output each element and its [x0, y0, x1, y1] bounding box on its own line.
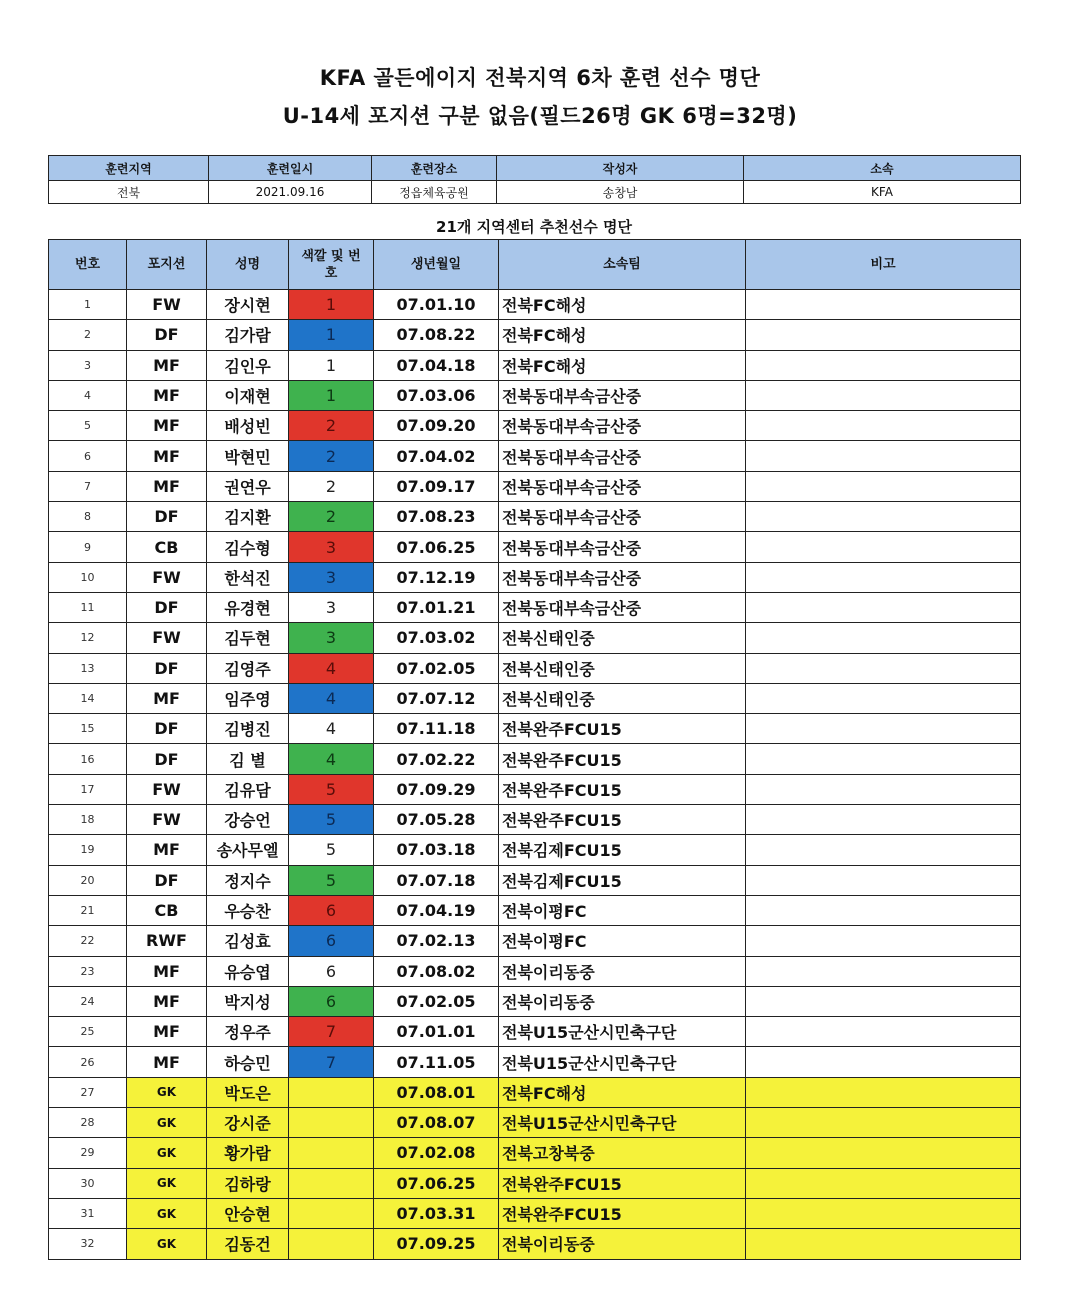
player-team: 전북U15군산시민축구단: [499, 1017, 746, 1047]
player-team: 전북동대부속금산중: [499, 532, 746, 562]
player-team: 전북이평FC: [499, 926, 746, 956]
player-birthdate: 07.01.10: [374, 290, 499, 320]
player-number: 20: [49, 865, 127, 895]
player-bib: 1: [289, 290, 374, 320]
player-note: [746, 986, 1021, 1016]
player-birthdate: 07.03.02: [374, 623, 499, 653]
player-number: 32: [49, 1229, 127, 1259]
player-note: [746, 592, 1021, 622]
player-name: 배성빈: [207, 411, 289, 441]
player-number: 30: [49, 1168, 127, 1198]
player-name: 김동건: [207, 1229, 289, 1259]
player-number: 31: [49, 1198, 127, 1228]
player-name: 강승언: [207, 805, 289, 835]
table-row: [49, 532, 1021, 562]
player-note: [746, 774, 1021, 804]
player-position: DF: [127, 320, 207, 350]
table-row: [49, 865, 1021, 895]
table-row: [49, 380, 1021, 410]
player-team: 전북완주FCU15: [499, 714, 746, 744]
player-number: 17: [49, 774, 127, 804]
player-position: GK: [127, 1077, 207, 1107]
table-row: [49, 1077, 1021, 1107]
player-note: [746, 471, 1021, 501]
document-title: KFA 골든에이지 전북지역 6차 훈련 선수 명단: [319, 66, 761, 90]
table-row: [49, 1108, 1021, 1138]
player-position: GK: [127, 1138, 207, 1168]
player-bib: 6: [289, 895, 374, 925]
player-number: 28: [49, 1108, 127, 1138]
player-note: [746, 956, 1021, 986]
table-row: [49, 441, 1021, 471]
player-bib: 1: [289, 380, 374, 410]
player-birthdate: 07.03.31: [374, 1198, 499, 1228]
document-subtitle: U-14세 포지션 구분 없음(필드26명 GK 6명=32명): [282, 104, 798, 128]
player-bib: 3: [289, 623, 374, 653]
player-note: [746, 562, 1021, 592]
player-position: MF: [127, 986, 207, 1016]
player-number: 15: [49, 714, 127, 744]
player-birthdate: 07.03.06: [374, 380, 499, 410]
player-note: [746, 714, 1021, 744]
column-header-number: 번호: [49, 240, 127, 290]
column-header-name: 성명: [207, 240, 289, 290]
player-name: 박현민: [207, 441, 289, 471]
player-bib: 5: [289, 865, 374, 895]
player-note: [746, 683, 1021, 713]
player-position: MF: [127, 956, 207, 986]
player-note: [746, 441, 1021, 471]
player-team: 전북완주FCU15: [499, 774, 746, 804]
player-name: 박지성: [207, 986, 289, 1016]
player-name: 우승찬: [207, 895, 289, 925]
player-birthdate: 07.08.07: [374, 1108, 499, 1138]
player-team: 전북FC해성: [499, 320, 746, 350]
table-row: [49, 1017, 1021, 1047]
player-position: FW: [127, 562, 207, 592]
table-row: [49, 805, 1021, 835]
player-bib: 2: [289, 471, 374, 501]
player-name: 정지수: [207, 865, 289, 895]
player-note: [746, 380, 1021, 410]
player-number: 12: [49, 623, 127, 653]
table-row: [49, 592, 1021, 622]
player-bib: 3: [289, 532, 374, 562]
column-header-note: 비고: [746, 240, 1021, 290]
table-row: [49, 714, 1021, 744]
player-number: 29: [49, 1138, 127, 1168]
player-name: 권연우: [207, 471, 289, 501]
player-note: [746, 895, 1021, 925]
table-row: [49, 1229, 1021, 1259]
player-number: 16: [49, 744, 127, 774]
player-name: 안승현: [207, 1198, 289, 1228]
table-row: [49, 683, 1021, 713]
player-birthdate: 07.07.12: [374, 683, 499, 713]
player-birthdate: 07.08.01: [374, 1077, 499, 1107]
player-birthdate: 07.03.18: [374, 835, 499, 865]
player-team: 전북동대부속금산중: [499, 380, 746, 410]
player-position: DF: [127, 502, 207, 532]
player-position: DF: [127, 744, 207, 774]
player-name: 김두현: [207, 623, 289, 653]
player-note: [746, 805, 1021, 835]
player-name: 이재현: [207, 380, 289, 410]
player-number: 9: [49, 532, 127, 562]
table-row: [49, 956, 1021, 986]
player-position: CB: [127, 895, 207, 925]
player-note: [746, 1047, 1021, 1077]
player-birthdate: 07.09.29: [374, 774, 499, 804]
table-row: [49, 835, 1021, 865]
player-name: 정우주: [207, 1017, 289, 1047]
player-name: 김하랑: [207, 1168, 289, 1198]
player-note: [746, 865, 1021, 895]
player-note: [746, 835, 1021, 865]
player-bib: [289, 1198, 374, 1228]
player-number: 19: [49, 835, 127, 865]
player-birthdate: 07.04.18: [374, 350, 499, 380]
player-team: 전북완주FCU15: [499, 744, 746, 774]
player-note: [746, 623, 1021, 653]
header-training-venue: 훈련장소: [372, 156, 497, 181]
player-bib: [289, 1108, 374, 1138]
player-bib: 6: [289, 926, 374, 956]
player-note: [746, 653, 1021, 683]
player-team: 전북동대부속금산중: [499, 411, 746, 441]
table-row: [49, 653, 1021, 683]
player-team: 전북신태인중: [499, 623, 746, 653]
player-bib: 2: [289, 411, 374, 441]
player-birthdate: 07.06.25: [374, 532, 499, 562]
column-header-team: 소속팀: [499, 240, 746, 290]
player-position: MF: [127, 683, 207, 713]
player-name: 하승민: [207, 1047, 289, 1077]
player-number: 11: [49, 592, 127, 622]
player-number: 27: [49, 1077, 127, 1107]
player-bib: [289, 1077, 374, 1107]
player-position: GK: [127, 1229, 207, 1259]
player-note: [746, 1168, 1021, 1198]
player-birthdate: 07.02.05: [374, 653, 499, 683]
player-team: 전북동대부속금산중: [499, 562, 746, 592]
player-team: 전북완주FCU15: [499, 805, 746, 835]
table-row: [49, 1168, 1021, 1198]
training-venue-value: 정읍체육공원: [372, 181, 497, 204]
player-team: 전북이리동중: [499, 986, 746, 1016]
table-row: [49, 471, 1021, 501]
player-bib: 5: [289, 805, 374, 835]
player-birthdate: 07.02.05: [374, 986, 499, 1016]
player-birthdate: 07.02.13: [374, 926, 499, 956]
player-position: GK: [127, 1108, 207, 1138]
player-position: MF: [127, 1017, 207, 1047]
column-header-position: 포지션: [127, 240, 207, 290]
table-row: [49, 290, 1021, 320]
player-number: 22: [49, 926, 127, 956]
column-header-bib: [289, 240, 374, 290]
player-bib: 2: [289, 502, 374, 532]
player-number: 2: [49, 320, 127, 350]
player-number: 14: [49, 683, 127, 713]
player-name: 김병진: [207, 714, 289, 744]
player-name: 김인우: [207, 350, 289, 380]
player-birthdate: 07.08.02: [374, 956, 499, 986]
training-info-table: [48, 155, 1021, 204]
player-bib: 5: [289, 835, 374, 865]
player-position: MF: [127, 380, 207, 410]
player-bib: 2: [289, 441, 374, 471]
player-roster-table: [48, 239, 1021, 1260]
player-name: 김지환: [207, 502, 289, 532]
player-team: 전북완주FCU15: [499, 1198, 746, 1228]
player-name: 황가람: [207, 1138, 289, 1168]
player-team: 전북이리동중: [499, 1229, 746, 1259]
player-position: MF: [127, 411, 207, 441]
table-row: [49, 774, 1021, 804]
player-number: 13: [49, 653, 127, 683]
player-name: 김수형: [207, 532, 289, 562]
player-bib: 4: [289, 714, 374, 744]
player-name: 김 별: [207, 744, 289, 774]
player-note: [746, 744, 1021, 774]
player-team: 전북U15군산시민축구단: [499, 1108, 746, 1138]
player-birthdate: 07.07.18: [374, 865, 499, 895]
table-row: [49, 895, 1021, 925]
player-note: [746, 502, 1021, 532]
list-title: 21개 지역센터 추천선수 명단: [436, 218, 632, 236]
player-position: DF: [127, 653, 207, 683]
player-team: 전북U15군산시민축구단: [499, 1047, 746, 1077]
player-position: RWF: [127, 926, 207, 956]
player-team: 전북동대부속금산중: [499, 441, 746, 471]
header-training-date: 훈련일시: [209, 156, 372, 181]
player-bib: 4: [289, 744, 374, 774]
player-bib: 4: [289, 653, 374, 683]
player-team: 전북완주FCU15: [499, 1168, 746, 1198]
player-bib: 4: [289, 683, 374, 713]
player-team: 전북FC해성: [499, 1077, 746, 1107]
player-number: 5: [49, 411, 127, 441]
player-birthdate: 07.09.17: [374, 471, 499, 501]
player-name: 한석진: [207, 562, 289, 592]
player-number: 26: [49, 1047, 127, 1077]
player-birthdate: 07.09.25: [374, 1229, 499, 1259]
roster-body: [49, 290, 1021, 1260]
header-author: 작성자: [497, 156, 744, 181]
table-row: [49, 502, 1021, 532]
player-name: 송사무엘: [207, 835, 289, 865]
player-position: CB: [127, 532, 207, 562]
player-note: [746, 1138, 1021, 1168]
player-number: 23: [49, 956, 127, 986]
player-number: 25: [49, 1017, 127, 1047]
table-row: [49, 744, 1021, 774]
player-birthdate: 07.08.23: [374, 502, 499, 532]
table-row: [49, 411, 1021, 441]
player-note: [746, 532, 1021, 562]
training-info-value-row: [49, 181, 1021, 204]
player-birthdate: 07.09.20: [374, 411, 499, 441]
training-region-value: 전북: [49, 181, 209, 204]
player-position: FW: [127, 623, 207, 653]
player-bib: [289, 1138, 374, 1168]
player-bib: [289, 1229, 374, 1259]
player-birthdate: 07.04.02: [374, 441, 499, 471]
player-birthdate: 07.12.19: [374, 562, 499, 592]
player-note: [746, 1198, 1021, 1228]
player-name: 임주영: [207, 683, 289, 713]
player-name: 김가람: [207, 320, 289, 350]
player-position: DF: [127, 592, 207, 622]
player-birthdate: 07.11.18: [374, 714, 499, 744]
player-position: FW: [127, 774, 207, 804]
player-note: [746, 1077, 1021, 1107]
player-birthdate: 07.05.28: [374, 805, 499, 835]
table-row: [49, 926, 1021, 956]
player-birthdate: 07.01.01: [374, 1017, 499, 1047]
player-team: 전북이평FC: [499, 895, 746, 925]
player-team: 전북신태인중: [499, 683, 746, 713]
player-birthdate: 07.04.19: [374, 895, 499, 925]
player-bib: [289, 1168, 374, 1198]
player-position: FW: [127, 805, 207, 835]
player-position: GK: [127, 1168, 207, 1198]
player-bib: 3: [289, 592, 374, 622]
player-birthdate: 07.06.25: [374, 1168, 499, 1198]
player-position: DF: [127, 865, 207, 895]
player-number: 1: [49, 290, 127, 320]
player-position: MF: [127, 835, 207, 865]
player-name: 김유담: [207, 774, 289, 804]
player-position: FW: [127, 290, 207, 320]
player-number: 4: [49, 380, 127, 410]
player-note: [746, 1017, 1021, 1047]
player-bib: 7: [289, 1017, 374, 1047]
player-position: GK: [127, 1198, 207, 1228]
header-affiliation: 소속: [744, 156, 1021, 181]
player-birthdate: 07.02.08: [374, 1138, 499, 1168]
training-info-header-row: [49, 156, 1021, 181]
player-name: 김영주: [207, 653, 289, 683]
player-bib: 3: [289, 562, 374, 592]
roster-header-row: [49, 240, 1021, 290]
player-bib: 1: [289, 350, 374, 380]
player-team: 전북고창북중: [499, 1138, 746, 1168]
player-note: [746, 320, 1021, 350]
player-birthdate: 07.02.22: [374, 744, 499, 774]
table-row: [49, 320, 1021, 350]
player-position: MF: [127, 1047, 207, 1077]
player-number: 10: [49, 562, 127, 592]
player-number: 18: [49, 805, 127, 835]
player-number: 6: [49, 441, 127, 471]
player-birthdate: 07.01.21: [374, 592, 499, 622]
player-team: 전북동대부속금산중: [499, 471, 746, 501]
player-bib: 6: [289, 956, 374, 986]
affiliation-value: KFA: [744, 181, 1021, 204]
column-header-birthdate: 생년월일: [374, 240, 499, 290]
table-row: [49, 350, 1021, 380]
table-row: [49, 986, 1021, 1016]
player-name: 유승엽: [207, 956, 289, 986]
player-note: [746, 290, 1021, 320]
player-bib: 5: [289, 774, 374, 804]
player-birthdate: 07.08.22: [374, 320, 499, 350]
player-bib: 6: [289, 986, 374, 1016]
player-team: 전북동대부속금산중: [499, 592, 746, 622]
player-birthdate: 07.11.05: [374, 1047, 499, 1077]
player-name: 장시현: [207, 290, 289, 320]
player-team: 전북FC해성: [499, 290, 746, 320]
player-team: 전북FC해성: [499, 350, 746, 380]
player-name: 강시준: [207, 1108, 289, 1138]
player-note: [746, 926, 1021, 956]
player-note: [746, 1229, 1021, 1259]
player-name: 김성효: [207, 926, 289, 956]
player-team: 전북김제FCU15: [499, 865, 746, 895]
player-number: 24: [49, 986, 127, 1016]
player-note: [746, 350, 1021, 380]
player-position: MF: [127, 471, 207, 501]
player-name: 박도은: [207, 1077, 289, 1107]
player-position: MF: [127, 350, 207, 380]
player-team: 전북동대부속금산중: [499, 502, 746, 532]
player-position: DF: [127, 714, 207, 744]
table-row: [49, 1047, 1021, 1077]
table-row: [49, 623, 1021, 653]
player-bib: 7: [289, 1047, 374, 1077]
table-row: [49, 1138, 1021, 1168]
column-header-bib-label: 색깔 및 번호: [301, 248, 361, 281]
training-date-value: 2021.09.16: [209, 181, 372, 204]
player-team: 전북김제FCU15: [499, 835, 746, 865]
player-position: MF: [127, 441, 207, 471]
player-number: 7: [49, 471, 127, 501]
player-number: 21: [49, 895, 127, 925]
table-row: [49, 1198, 1021, 1228]
player-number: 8: [49, 502, 127, 532]
player-name: 유경현: [207, 592, 289, 622]
player-team: 전북신태인중: [499, 653, 746, 683]
player-bib: 1: [289, 320, 374, 350]
table-row: [49, 562, 1021, 592]
player-note: [746, 411, 1021, 441]
player-note: [746, 1108, 1021, 1138]
player-team: 전북이리동중: [499, 956, 746, 986]
player-number: 3: [49, 350, 127, 380]
header-training-region: 훈련지역: [49, 156, 209, 181]
author-value: 송창남: [497, 181, 744, 204]
